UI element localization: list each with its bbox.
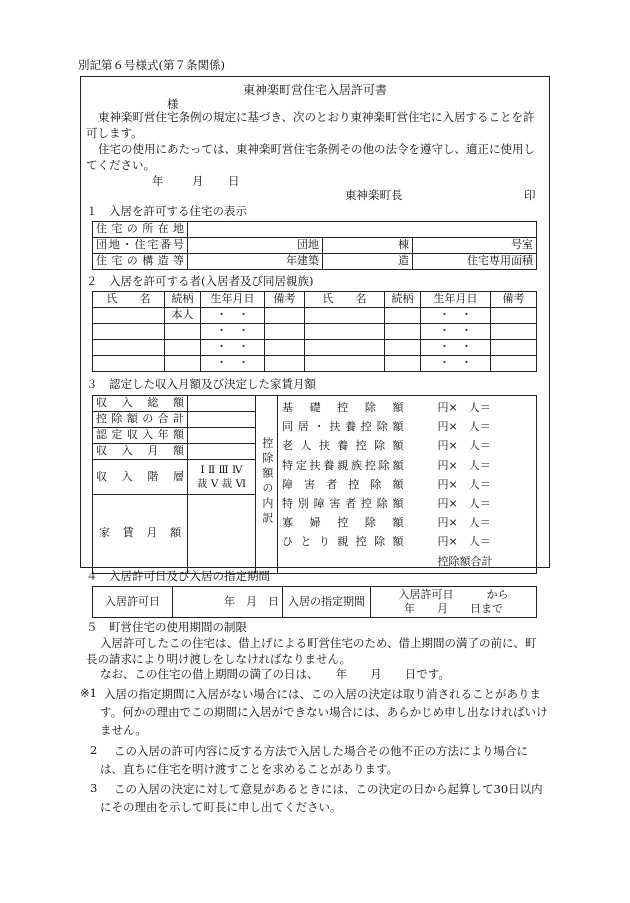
resident-relation-cell[interactable] [385,340,421,356]
resident-name-cell[interactable] [305,308,385,324]
resident-name-cell[interactable] [305,324,385,340]
income-table [92,395,537,574]
resident-note-cell[interactable] [491,324,537,340]
resident-name-cell[interactable] [93,340,165,356]
house-structure-label: 住宅の構造等 [93,254,188,270]
resident-dob-cell[interactable]: ・ ・ [201,356,265,372]
resident-note-cell[interactable] [265,340,305,356]
residents-table [92,291,537,372]
col-header-dob: 生年月日 [421,292,491,308]
deduction-amount[interactable]: 円× 人＝ [437,516,491,530]
section1-heading: １ 入居を許可する住宅の表示 [86,204,247,218]
period-label: 入居の指定期間 [283,587,371,618]
monthly-income-field[interactable] [188,444,256,460]
resident-name-cell[interactable] [305,356,385,372]
resident-relation-cell[interactable] [385,356,421,372]
table-row [93,254,537,270]
col-header-note: 備考 [265,292,305,308]
house-address-label: 住宅の所在地 [93,222,188,238]
deduction-amount[interactable]: 円× 人＝ [437,420,491,434]
section5-heading: ５ 町営住宅の使用期間の制限 [86,620,247,634]
deduction-item: 特別障害者控除額 [282,497,404,511]
period-end: 年 月 日まで [404,602,503,615]
resident-relation-cell[interactable] [385,324,421,340]
table-row [93,356,537,372]
issue-year: 年 [152,174,164,188]
table-row [93,222,537,238]
resident-note-cell[interactable] [265,356,305,372]
resident-dob-cell[interactable]: ・ ・ [201,340,265,356]
permit-date-field[interactable]: 年 月 日 [173,587,283,618]
resident-relation-self: 本人 [165,308,201,324]
annual-income-field[interactable] [188,428,256,444]
deduction-item: ひとり親控除額 [282,535,404,549]
resident-dob-cell[interactable]: ・ ・ [421,340,491,356]
table-row [93,587,537,618]
resident-note-cell[interactable] [491,308,537,324]
table-row [93,396,537,412]
section5-paragraph-2: なお、この住宅の借上期間の満了の日は、 年 月 日です。 [100,667,450,681]
deduction-amount[interactable]: 円× 人＝ [437,535,491,549]
table-row [93,292,537,308]
monthly-income-label: 収入月額 [93,444,188,460]
deduction-list [278,396,408,574]
deduction-item: 寡婦控除額 [282,516,404,530]
deduction-amount[interactable]: 円× 人＝ [437,439,491,453]
income-floor-values[interactable] [188,460,256,495]
resident-name-cell[interactable] [93,324,165,340]
form-label: 別記第６号様式(第７条関係) [78,58,225,72]
house-danchi-cell[interactable]: 団地 [188,238,323,254]
house-address-field[interactable] [188,222,537,238]
resident-note-cell[interactable] [491,340,537,356]
resident-relation-cell[interactable] [165,324,201,340]
col-header-name: 氏 名 [305,292,385,308]
period-start: 入居許可日 から [398,588,509,601]
deduction-amounts [408,396,537,574]
house-room-cell[interactable]: 号室 [413,238,537,254]
mayor-name: 東神楽町長 [345,188,403,202]
note-3: この入居の決定に対して意見があるときには、この決定の日から起算して30日以内にその理由を示して町長に申し出てください。 [100,782,543,814]
floor-options-1: Ⅰ Ⅱ Ⅲ Ⅳ [200,464,243,476]
deduction-amount[interactable]: 円× 人＝ [437,458,491,472]
deduction-breakdown-label [256,396,278,574]
note-mark-3: 3 [90,781,98,795]
resident-relation-cell[interactable] [165,356,201,372]
resident-name-cell[interactable] [305,340,385,356]
period-table [92,586,537,618]
resident-dob-cell[interactable]: ・ ・ [421,324,491,340]
house-table [92,221,537,270]
note-mark-1: ※1 [80,686,97,700]
col-header-name: 氏 名 [93,292,165,308]
deduction-item: 同居・扶養控除額 [282,420,404,434]
col-header-relation: 続柄 [385,292,421,308]
house-tou-cell[interactable]: 棟 [323,238,413,254]
income-total-field[interactable] [188,396,256,412]
house-number-label: 団地・住宅番号 [93,238,188,254]
income-total-label: 収入総額 [93,396,188,412]
table-row [93,238,537,254]
resident-dob-cell[interactable]: ・ ・ [201,324,265,340]
section4-heading: ４ 入居許可日及び入居の指定期間 [86,569,270,583]
floor-options-2: 裁 Ⅴ 裁 Ⅵ [196,478,247,490]
section2-heading: ２ 入居を許可する者(入居者及び同居親族) [86,274,314,288]
income-floor-label: 収入階層 [93,460,188,495]
deduction-amount[interactable]: 円× 人＝ [437,477,491,491]
deduction-item: 基礎控除額 [282,401,404,414]
annual-income-label: 認定収入年額 [93,428,188,444]
section5-paragraph-1: 入居許可したこの住宅は、借上げによる町営住宅のため、借上期間の満了の前に、町長の請求により明け渡しをしなければなりません。 [86,636,537,666]
deduction-total: 控除額合計 [437,554,493,568]
resident-note-cell[interactable] [265,324,305,340]
table-row [93,340,537,356]
house-built-cell[interactable]: 年建築 [188,254,323,270]
col-header-relation: 続柄 [165,292,201,308]
deduction-breakdown-text: 控除額の内訳 [260,436,274,527]
addressee-suffix: 様 [167,97,179,111]
deduction-sum-label: 控除額の合計 [93,412,188,428]
resident-relation-cell[interactable] [165,340,201,356]
rent-label: 家賃月額 [93,495,188,574]
issue-day: 日 [228,174,240,188]
deduction-sum-field[interactable] [188,412,256,428]
permit-date-label: 入居許可日 [93,587,173,618]
resident-dob-cell[interactable]: ・ ・ [421,356,491,372]
seal-mark: 印 [524,188,536,202]
resident-relation-cell[interactable] [385,308,421,324]
resident-name-cell[interactable] [93,308,165,324]
deduction-amount[interactable]: 円× 人＝ [437,497,491,511]
deduction-amount[interactable]: 円× 人＝ [437,401,491,414]
note-2: この入居の許可内容に反する方法で入居した場合その他不正の方法により場合には、直ちに住宅を明け渡すことを求めることがあります。 [100,744,528,776]
deduction-item: 老人扶養控除額 [282,439,404,453]
body-paragraph-1: 東神楽町営住宅条例の規定に基づき、次のとおり東神楽町営住宅に入居することを許可します。 [86,110,535,140]
col-header-dob: 生年月日 [201,292,265,308]
page-title: 東神楽町営住宅入居許可書 [242,83,387,97]
table-row [93,308,537,324]
body-paragraph-2: 住宅の使用にあたっては、東神楽町営住宅条例その他の法令を遵守し、適正に使用してください。 [86,142,535,172]
note-1: 入居の指定期間に入居がない場合には、この入居の決定は取り消されることがあります。何かの理由でこの期間に入居ができない場合には、あらかじめ申し出なければいけません。 [100,687,548,737]
table-row [93,324,537,340]
period-field[interactable] [371,587,537,618]
section3-heading: ３ 認定した収入月額及び決定した家賃月額 [86,377,316,391]
resident-dob-cell[interactable]: ・ ・ [201,308,265,324]
note-mark-2: 2 [90,743,98,757]
deduction-item: 特定扶養親族控除額 [282,458,404,472]
resident-dob-cell[interactable]: ・ ・ [421,308,491,324]
resident-name-cell[interactable] [93,356,165,372]
house-area-cell[interactable]: 住宅専用面積 [413,254,537,270]
house-construct-cell[interactable]: 造 [323,254,413,270]
rent-field[interactable] [188,495,256,574]
resident-note-cell[interactable] [265,308,305,324]
col-header-note: 備考 [491,292,537,308]
deduction-item: 障害者控除額 [282,477,404,491]
issue-month: 月 [192,174,204,188]
resident-note-cell[interactable] [491,356,537,372]
